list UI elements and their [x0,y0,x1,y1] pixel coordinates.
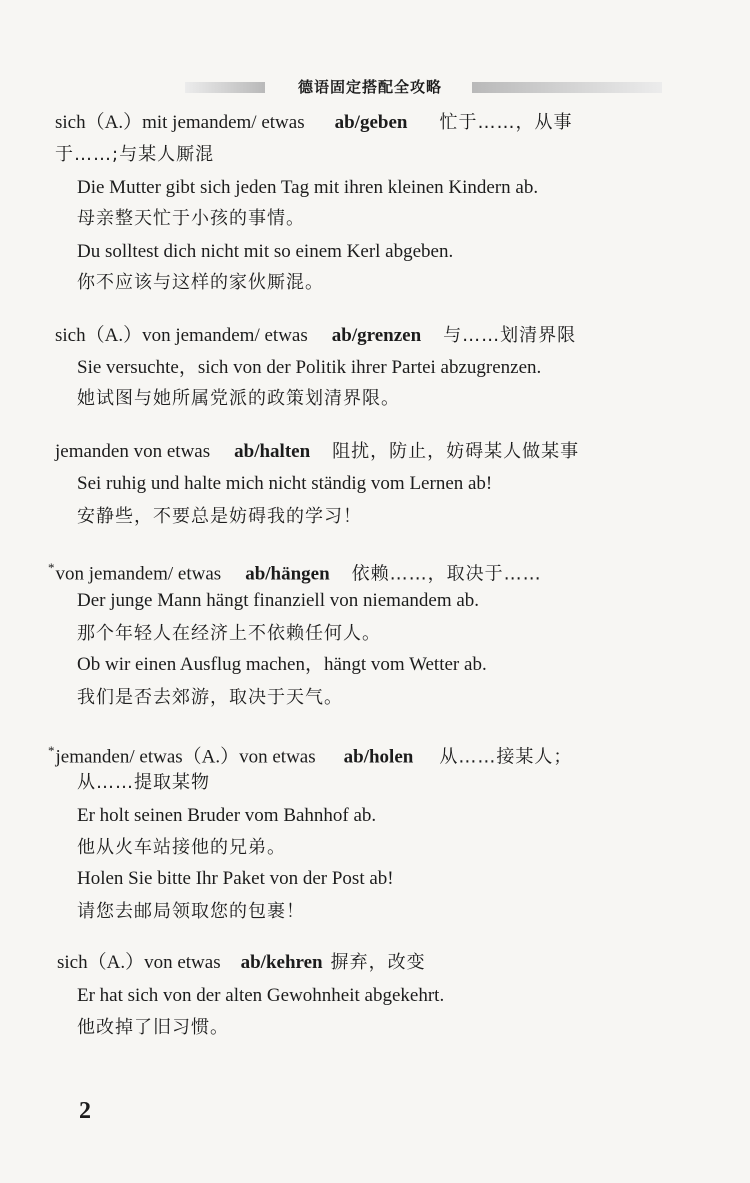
example-chinese: 请您去邮局领取您的包裹！ [77,901,305,922]
example-chinese: 我们是否去郊游，取决于天气。 [77,687,343,708]
entry-headword [57,951,426,975]
header-rule-right [472,82,662,93]
entry-headword [55,440,579,464]
entry-meaning-continued: 于……;与某人厮混 [55,144,215,165]
entry-pattern: sich（A.）von jemandem/ etwas [55,325,308,346]
example-german: Der junge Mann hängt finanziell von niemandem ab. [77,590,480,611]
entry-meaning: 阻扰，防止，妨碍某人做某事 [332,441,580,462]
header-title: 德语固定搭配全攻略 [297,78,442,96]
running-header [0,62,750,104]
entry-verb: ab/geben [334,112,408,133]
entry-verb: ab/halten [234,441,311,462]
entry-headword [48,556,542,586]
example-chinese: 母亲整天忙于小孩的事情。 [77,208,305,229]
example-german: Sie versuchte，sich von der Politik ihrer Partei abzugrenzen. [77,357,542,378]
entry-verb: ab/holen [343,746,414,768]
example-chinese: 他改掉了旧习惯。 [77,1017,229,1038]
entry-pattern: von jemandem/ etwas [55,563,222,585]
example-german: Ob wir einen Ausflug machen，hängt vom Wetter ab. [77,654,487,675]
example-german: Er hat sich von der alten Gewohnheit abgekehrt. [77,985,445,1006]
entry-meaning: 摒弃，改变 [330,952,426,973]
entry-headword [55,111,572,135]
optional-marker: * [48,743,55,758]
optional-marker: * [48,560,55,575]
entry-pattern: sich（A.）mit jemandem/ etwas [55,112,305,133]
page-number: 2 [79,1098,91,1124]
entry-meaning: 从……接某人； [439,746,573,768]
entry-pattern: jemanden/ etwas（A.）von etwas [55,746,316,768]
entry-headword [55,324,576,348]
example-german: Die Mutter gibt sich jeden Tag mit ihren kleinen Kindern ab. [77,177,539,198]
example-chinese: 那个年轻人在经济上不依赖任何人。 [77,623,381,644]
example-german: Er holt seinen Bruder vom Bahnhof ab. [77,805,377,826]
example-chinese: 安静些，不要总是妨碍我的学习！ [77,506,362,527]
example-chinese: 他从火车站接他的兄弟。 [77,837,286,858]
entry-pattern: jemanden von etwas [55,441,211,462]
entry-verb: ab/hängen [245,563,330,585]
entry-headword [48,739,572,769]
entry-verb: ab/kehren [240,952,323,973]
example-chinese: 你不应该与这样的家伙厮混。 [77,272,324,293]
example-german: Sei ruhig und halte mich nicht ständig vom Lernen ab! [77,473,493,494]
entry-pattern: sich（A.）von etwas [57,952,221,973]
header-rule-left [185,82,265,93]
entry-meaning-continued: 从……提取某物 [77,772,210,793]
example-german: Du solltest dich nicht mit so einem Kerl abgeben. [77,241,454,262]
entry-meaning: 依赖……，取决于…… [351,563,542,585]
example-chinese: 她试图与她所属党派的政策划清界限。 [77,388,400,409]
entry-meaning: 忙于……，从事 [439,112,573,133]
entry-meaning: 与……划清界限 [443,325,577,346]
entry-verb: ab/grenzen [331,325,422,346]
example-german: Holen Sie bitte Ihr Paket von der Post ab! [77,868,394,889]
